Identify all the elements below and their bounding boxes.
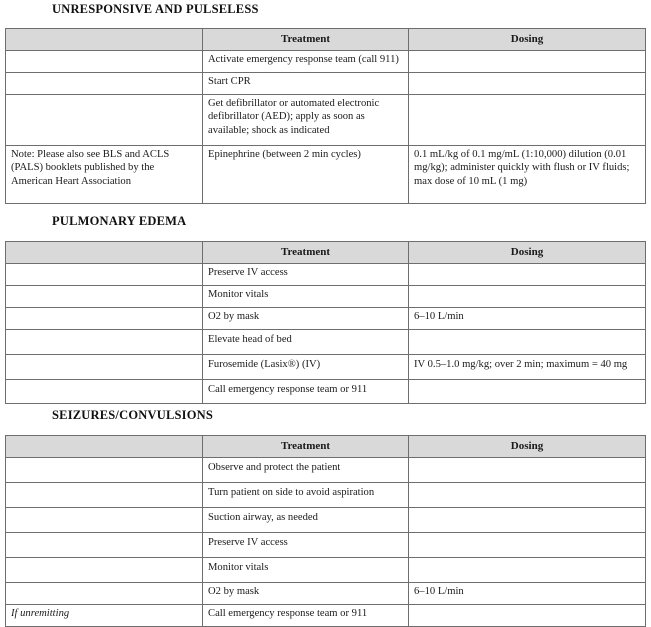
cell-treatment: Call emergency response team or 911: [203, 605, 409, 627]
cell-note: [6, 51, 203, 73]
column-header-notes: [6, 242, 203, 264]
emergency-protocol-table: [5, 241, 646, 404]
emergency-protocol-table: [5, 28, 646, 204]
table-row: [6, 558, 646, 583]
table-row: [6, 458, 646, 483]
table-header-row: [6, 29, 646, 51]
column-header-dosing: Dosing: [409, 436, 646, 458]
cell-treatment: Turn patient on side to avoid aspiration: [203, 483, 409, 508]
table-header-row: [6, 242, 646, 264]
table-row: [6, 51, 646, 73]
cell-dosing: 0.1 mL/kg of 0.1 mg/mL (1:10,000) dilution (0.01 mg/kg); administer quickly with flush or IV fluids; max dose of 10 mL (1 mg): [409, 146, 646, 204]
cell-dosing: [409, 330, 646, 355]
section-unresponsive-and-pulseless: [0, 2, 651, 204]
cell-treatment: Epinephrine (between 2 min cycles): [203, 146, 409, 204]
cell-dosing: IV 0.5–1.0 mg/kg; over 2 min; maximum = 40 mg: [409, 355, 646, 380]
cell-dosing: [409, 380, 646, 404]
section-title: PULMONARY EDEMA: [52, 214, 187, 228]
cell-note: Note: Please also see BLS and ACLS (PALS) booklets published by the American Heart Association: [6, 146, 203, 204]
cell-dosing: [409, 508, 646, 533]
cell-dosing: [409, 558, 646, 583]
cell-treatment: Preserve IV access: [203, 264, 409, 286]
cell-treatment: Activate emergency response team (call 911): [203, 51, 409, 73]
cell-note: [6, 483, 203, 508]
cell-treatment: Start CPR: [203, 73, 409, 95]
table-row: [6, 508, 646, 533]
cell-dosing: [409, 286, 646, 308]
cell-dosing: 6–10 L/min: [409, 583, 646, 605]
table-row: [6, 73, 646, 95]
cell-note: [6, 264, 203, 286]
table-row: [6, 146, 646, 204]
cell-treatment: Get defibrillator or automated electronic defibrillator (AED); apply as soon as available; shock as indicated: [203, 95, 409, 146]
cell-dosing: [409, 51, 646, 73]
cell-note: If unremitting: [6, 605, 203, 627]
column-header-treatment: Treatment: [203, 29, 409, 51]
cell-dosing: [409, 73, 646, 95]
cell-note: [6, 558, 203, 583]
cell-dosing: [409, 458, 646, 483]
cell-note: [6, 73, 203, 95]
cell-note: [6, 330, 203, 355]
column-header-dosing: Dosing: [409, 29, 646, 51]
cell-note: [6, 286, 203, 308]
table-row: [6, 483, 646, 508]
cell-treatment: Furosemide (Lasix®) (IV): [203, 355, 409, 380]
table-row: [6, 330, 646, 355]
cell-treatment: Call emergency response team or 911: [203, 380, 409, 404]
column-header-treatment: Treatment: [203, 436, 409, 458]
section-title: SEIZURES/CONVULSIONS: [52, 408, 213, 422]
cell-note: [6, 355, 203, 380]
cell-dosing: [409, 264, 646, 286]
table-row: [6, 583, 646, 605]
cell-treatment: Preserve IV access: [203, 533, 409, 558]
table-row: [6, 533, 646, 558]
cell-treatment: Suction airway, as needed: [203, 508, 409, 533]
table-row: [6, 95, 646, 146]
table-row: [6, 605, 646, 627]
section-seizures-convulsions: [0, 408, 651, 627]
column-header-notes: [6, 436, 203, 458]
cell-dosing: [409, 483, 646, 508]
table-row: [6, 286, 646, 308]
cell-treatment: Monitor vitals: [203, 558, 409, 583]
cell-note: [6, 533, 203, 558]
cell-dosing: [409, 533, 646, 558]
column-header-dosing: Dosing: [409, 242, 646, 264]
cell-treatment: O2 by mask: [203, 308, 409, 330]
cell-dosing: [409, 95, 646, 146]
cell-treatment: Elevate head of bed: [203, 330, 409, 355]
cell-treatment: O2 by mask: [203, 583, 409, 605]
cell-note: [6, 380, 203, 404]
cell-note: [6, 508, 203, 533]
section-title: UNRESPONSIVE AND PULSELESS: [52, 2, 259, 16]
section-pulmonary-edema: [0, 214, 651, 404]
cell-treatment: Observe and protect the patient: [203, 458, 409, 483]
cell-dosing: 6–10 L/min: [409, 308, 646, 330]
table-row: [6, 308, 646, 330]
column-header-treatment: Treatment: [203, 242, 409, 264]
cell-note: [6, 308, 203, 330]
cell-dosing: [409, 605, 646, 627]
table-row: [6, 380, 646, 404]
table-header-row: [6, 436, 646, 458]
table-row: [6, 355, 646, 380]
cell-note: [6, 583, 203, 605]
cell-note: [6, 95, 203, 146]
cell-treatment: Monitor vitals: [203, 286, 409, 308]
column-header-notes: [6, 29, 203, 51]
emergency-protocol-table: [5, 435, 646, 627]
table-row: [6, 264, 646, 286]
cell-note: [6, 458, 203, 483]
